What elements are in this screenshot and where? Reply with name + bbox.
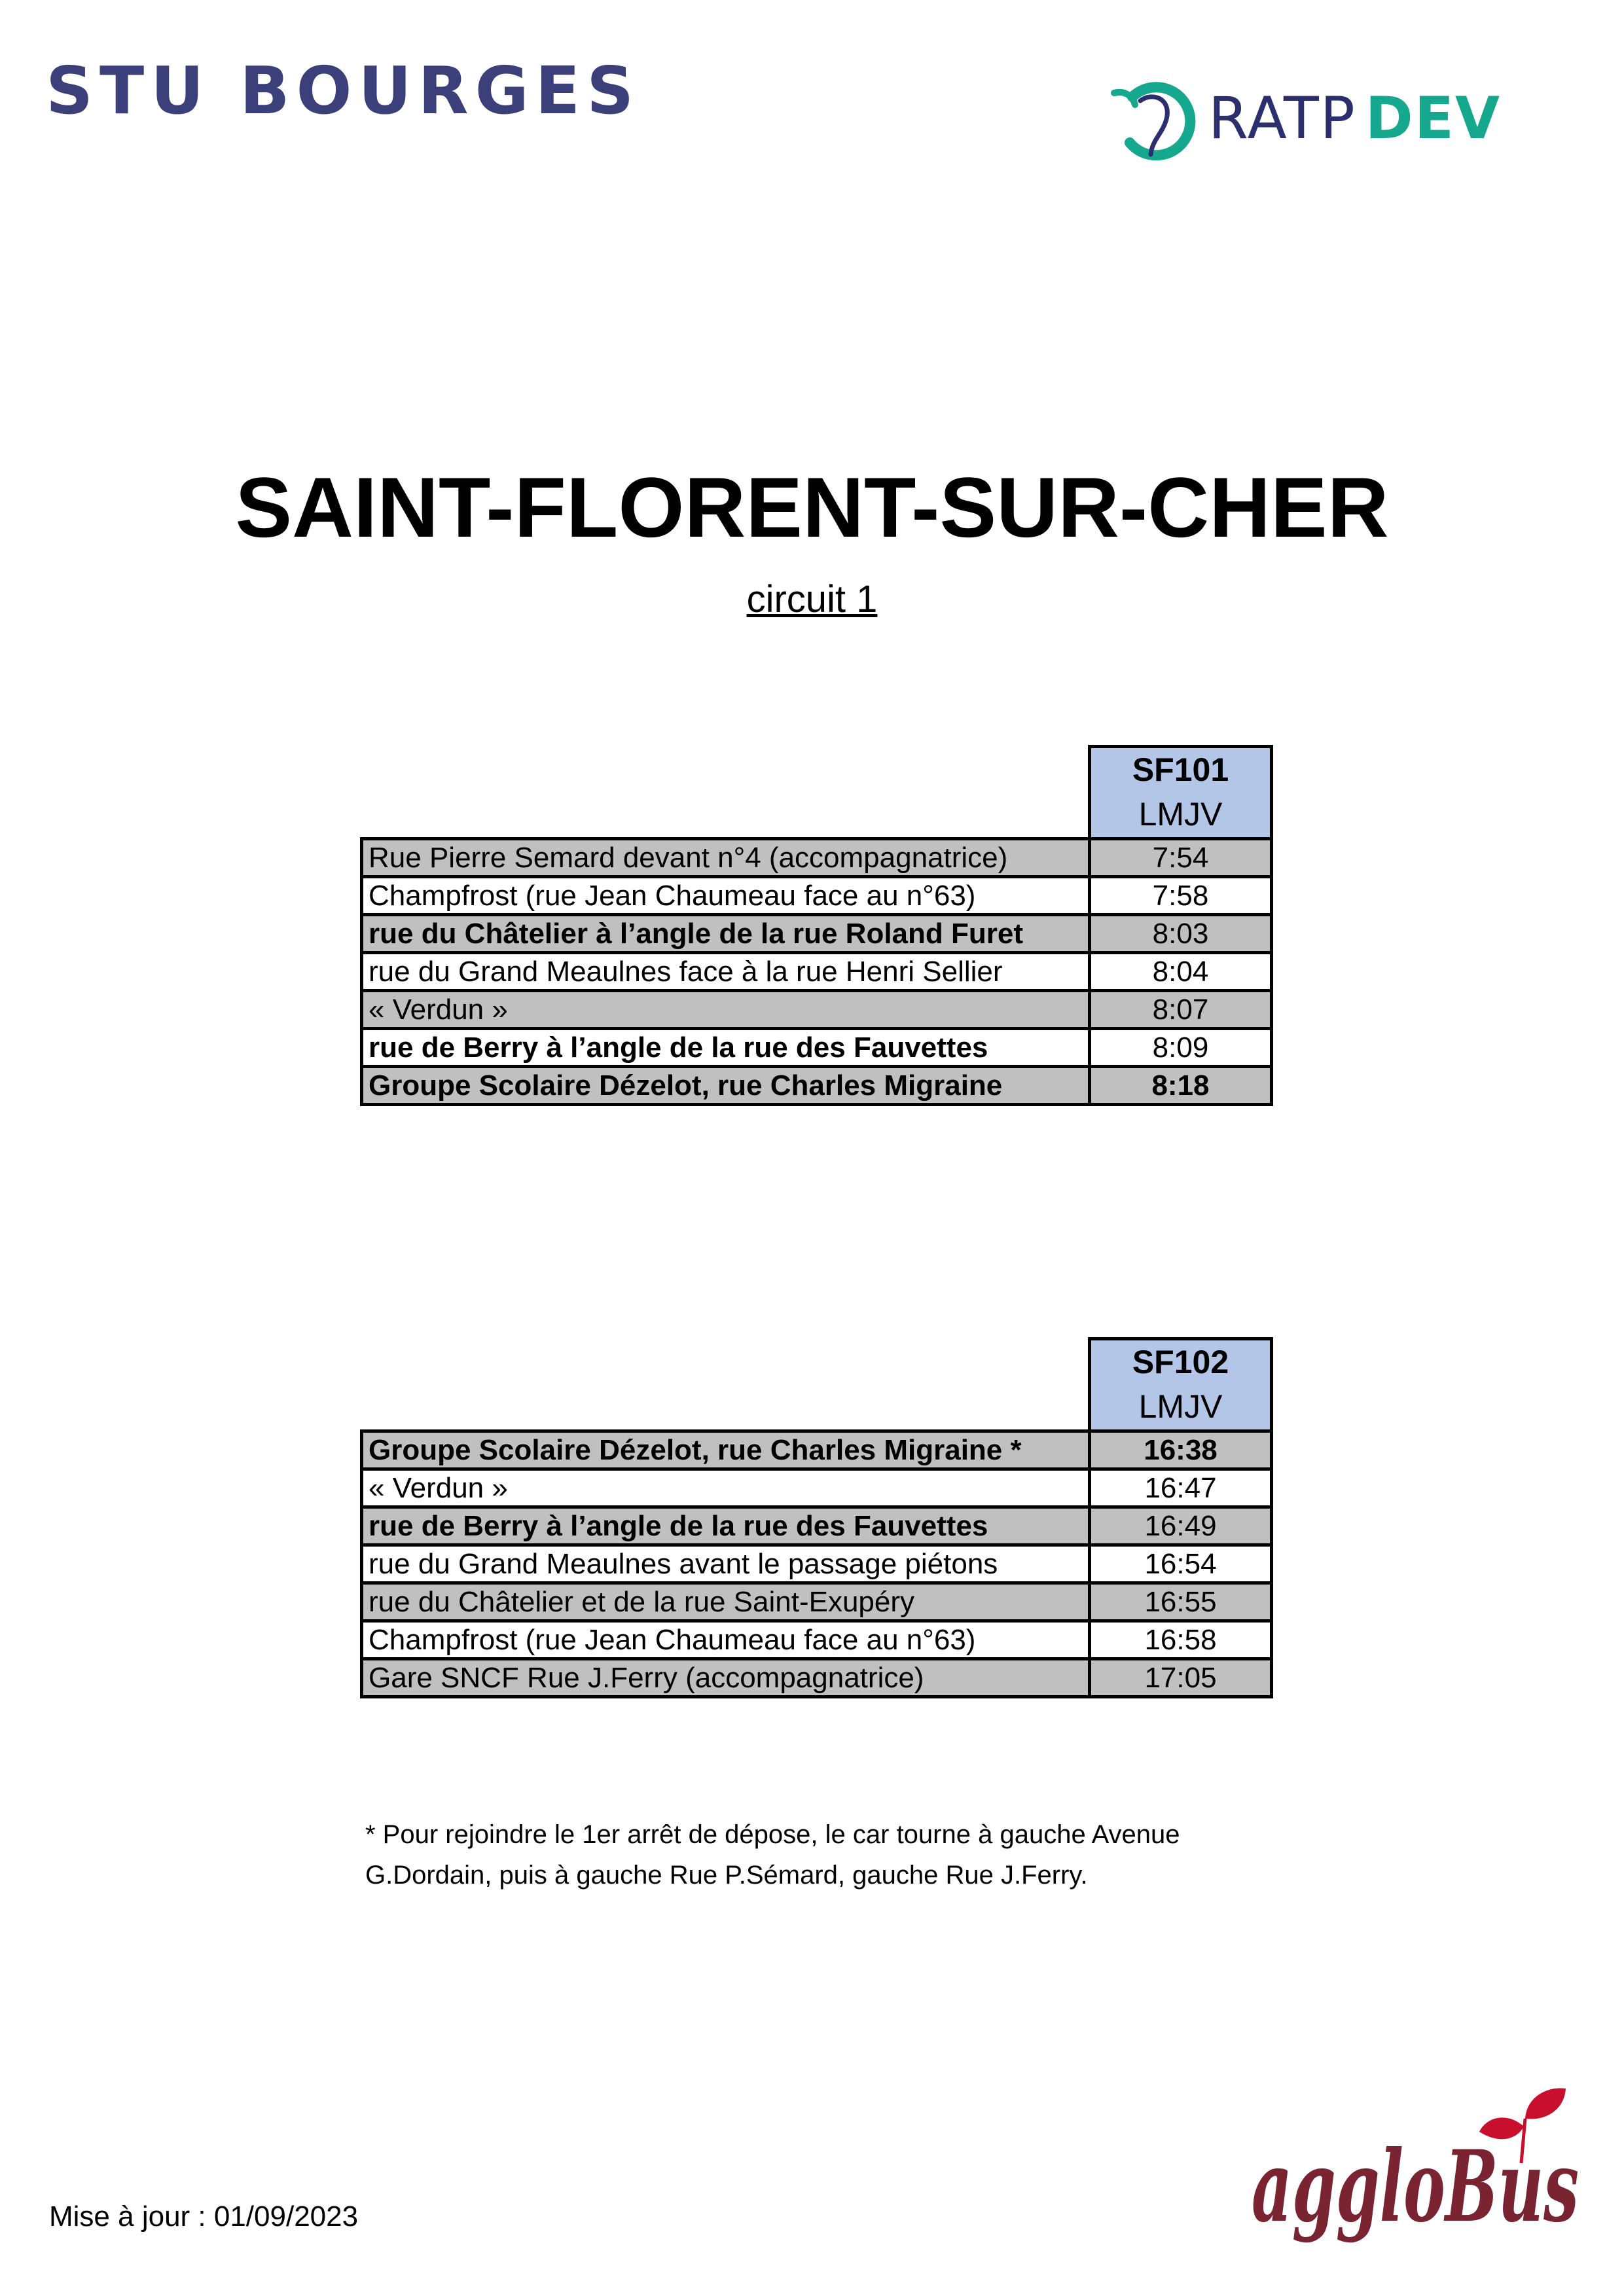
stop-name: « Verdun » (362, 991, 1090, 1029)
ratp-text: RATP (1208, 84, 1356, 152)
schedule-table-sf101 (360, 745, 1273, 1106)
dev-text: DEV (1365, 84, 1502, 152)
stop-name: rue du Grand Meaulnes face à la rue Henri Sellier (362, 953, 1090, 991)
schedule-table-sf102 (360, 1337, 1273, 1698)
stop-time: 16:58 (1090, 1621, 1272, 1659)
table-row (362, 1507, 1272, 1545)
table-row (362, 991, 1272, 1029)
page-subtitle: circuit 1 (746, 578, 878, 620)
stop-name: rue du Grand Meaulnes avant le passage piétons (362, 1545, 1090, 1583)
stop-name: Champfrost (rue Jean Chaumeau face au n°63) (362, 1621, 1090, 1659)
stop-time: 7:54 (1090, 839, 1272, 877)
page-title: SAINT-FLORENT-SUR-CHER (235, 459, 1389, 555)
table-row (362, 1029, 1272, 1067)
stop-name: rue du Châtelier à l’angle de la rue Roland Furet (362, 915, 1090, 953)
table-row (362, 1469, 1272, 1507)
stop-time: 8:07 (1090, 991, 1272, 1029)
stop-time: 16:38 (1090, 1431, 1272, 1469)
stop-time: 8:09 (1090, 1029, 1272, 1067)
table-row (362, 1431, 1272, 1469)
stop-time: 17:05 (1090, 1659, 1272, 1697)
route-days: LMJV (1090, 791, 1272, 839)
footnote: * Pour rejoindre le 1er arrêt de dépose, le car tourne à gauche Avenue G.Dordain, puis à gauche Rue P.Sémard, gauche Rue J.Ferry. (365, 1820, 1180, 1890)
table-row (362, 1621, 1272, 1659)
stop-name: Groupe Scolaire Dézelot, rue Charles Migraine * (362, 1431, 1090, 1469)
table-row (362, 1659, 1272, 1697)
update-date: Mise à jour : 01/09/2023 (49, 2200, 359, 2233)
route-code: SF102 (1090, 1339, 1272, 1384)
stop-name: Rue Pierre Semard devant n°4 (accompagnatrice) (362, 839, 1090, 877)
stop-time: 8:04 (1090, 953, 1272, 991)
table-row (362, 953, 1272, 991)
stop-name: Gare SNCF Rue J.Ferry (accompagnatrice) (362, 1659, 1090, 1697)
table-row (362, 877, 1272, 915)
agglobus-text: aggloBus (1252, 2129, 1579, 2244)
table-row (362, 839, 1272, 877)
stop-name: Groupe Scolaire Dézelot, rue Charles Migraine (362, 1067, 1090, 1105)
route-code: SF101 (1090, 747, 1272, 792)
table-row (362, 915, 1272, 953)
stop-name: Champfrost (rue Jean Chaumeau face au n°63) (362, 877, 1090, 915)
stop-time: 16:49 (1090, 1507, 1272, 1545)
ratp-swirl-icon (1106, 72, 1204, 164)
stop-name: rue de Berry à l’angle de la rue des Fauvettes (362, 1029, 1090, 1067)
stop-name: rue de Berry à l’angle de la rue des Fauvettes (362, 1507, 1090, 1545)
table-row (362, 1067, 1272, 1105)
table-row (362, 1583, 1272, 1621)
table-row (362, 1545, 1272, 1583)
stu-bourges-logo: STU BOURGES (46, 52, 641, 129)
route-days: LMJV (1090, 1384, 1272, 1431)
stop-time: 16:47 (1090, 1469, 1272, 1507)
stop-time: 16:55 (1090, 1583, 1272, 1621)
stop-time: 16:54 (1090, 1545, 1272, 1583)
stop-time: 8:03 (1090, 915, 1272, 953)
agglobus-logo (1244, 2078, 1597, 2265)
ratp-dev-logo (1106, 72, 1501, 164)
stop-name: rue du Châtelier et de la rue Saint-Exupéry (362, 1583, 1090, 1621)
stop-time: 8:18 (1090, 1067, 1272, 1105)
stop-name: « Verdun » (362, 1469, 1090, 1507)
stop-time: 7:58 (1090, 877, 1272, 915)
